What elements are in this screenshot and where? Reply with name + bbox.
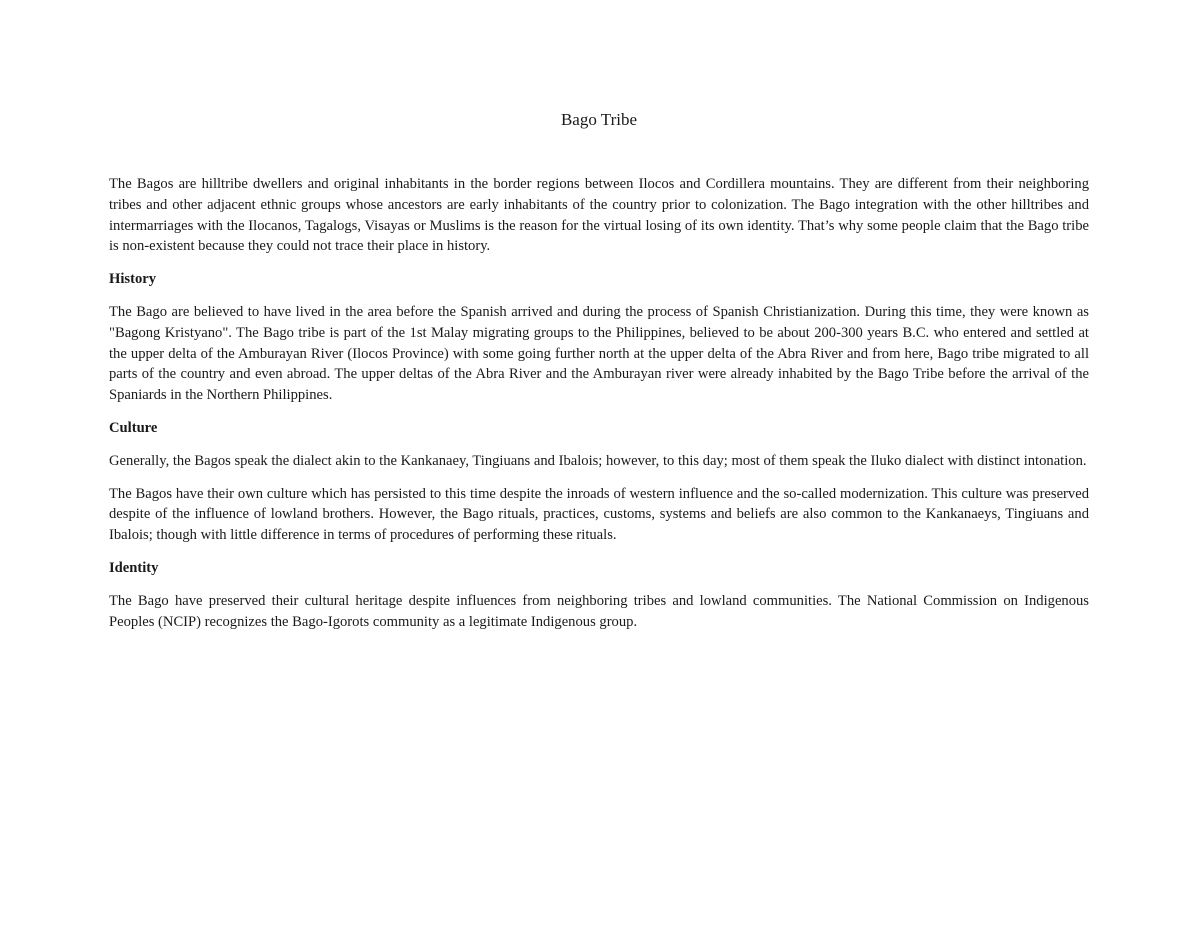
document-page <box>109 108 1089 644</box>
intro-paragraph: The Bagos are hilltribe dwellers and original inhabitants in the border regions between Ilocos and Cordillera mountains. They are different from their neighboring tribes and other adjacent ethnic groups whose ancestors are early inhabitants of the country prior to colonization. The Bago integration with the other hilltribes and intermarriages with the Ilocanos, Tagalogs, Visayas or Muslims is the reason for the virtual losing of its own identity. That’s why some people claim that the Bago tribe is non-existent because they could not trace their place in history. <box>109 176 1089 255</box>
identity-paragraph: The Bago have preserved their cultural heritage despite influences from neighboring tribes and lowland communities. The National Commission on Indigenous Peoples (NCIP) recognizes the Bago-Igorots community as a legitimate Indigenous group. <box>109 592 1089 630</box>
section-heading-identity: Identity <box>109 559 159 576</box>
section-heading-history: History <box>109 271 157 288</box>
history-paragraph: The Bago are believed to have lived in the area before the Spanish arrived and during the process of Spanish Christianization. During this time, they were known as "Bagong Kristyano". The Bago tribe is part of the 1st Malay migrating groups to the Philippines, believed to be about 200-300 years B.C. who entered and settled at the upper delta of the Amburayan River (Ilocos Province) with some going further north at the upper delta of the Abra River and from here, Bago tribe migrated to all parts of the country and even abroad. The upper deltas of the Abra River and the Amburayan river were already inhabited by the Bago Tribe before the arrival of the Spaniards in the Northern Philippines. <box>109 303 1089 404</box>
culture-paragraph-2: The Bagos have their own culture which has persisted to this time despite the inroads of western influence and the so-called modernization. This culture was preserved despite of the influence of lowland brothers. However, the Bago rituals, practices, customs, systems and beliefs are also common to the Kankanaeys, Tingiuans and Ibalois; though with little difference in terms of procedures of performing these rituals. <box>109 485 1089 544</box>
document-title: Bago Tribe <box>560 110 638 129</box>
culture-paragraph-1: Generally, the Bagos speak the dialect akin to the Kankanaey, Tingiuans and Ibalois; however, to this day; most of them speak the Iluko dialect with distinct intonation. <box>109 452 1087 469</box>
section-heading-culture: Culture <box>109 419 158 436</box>
